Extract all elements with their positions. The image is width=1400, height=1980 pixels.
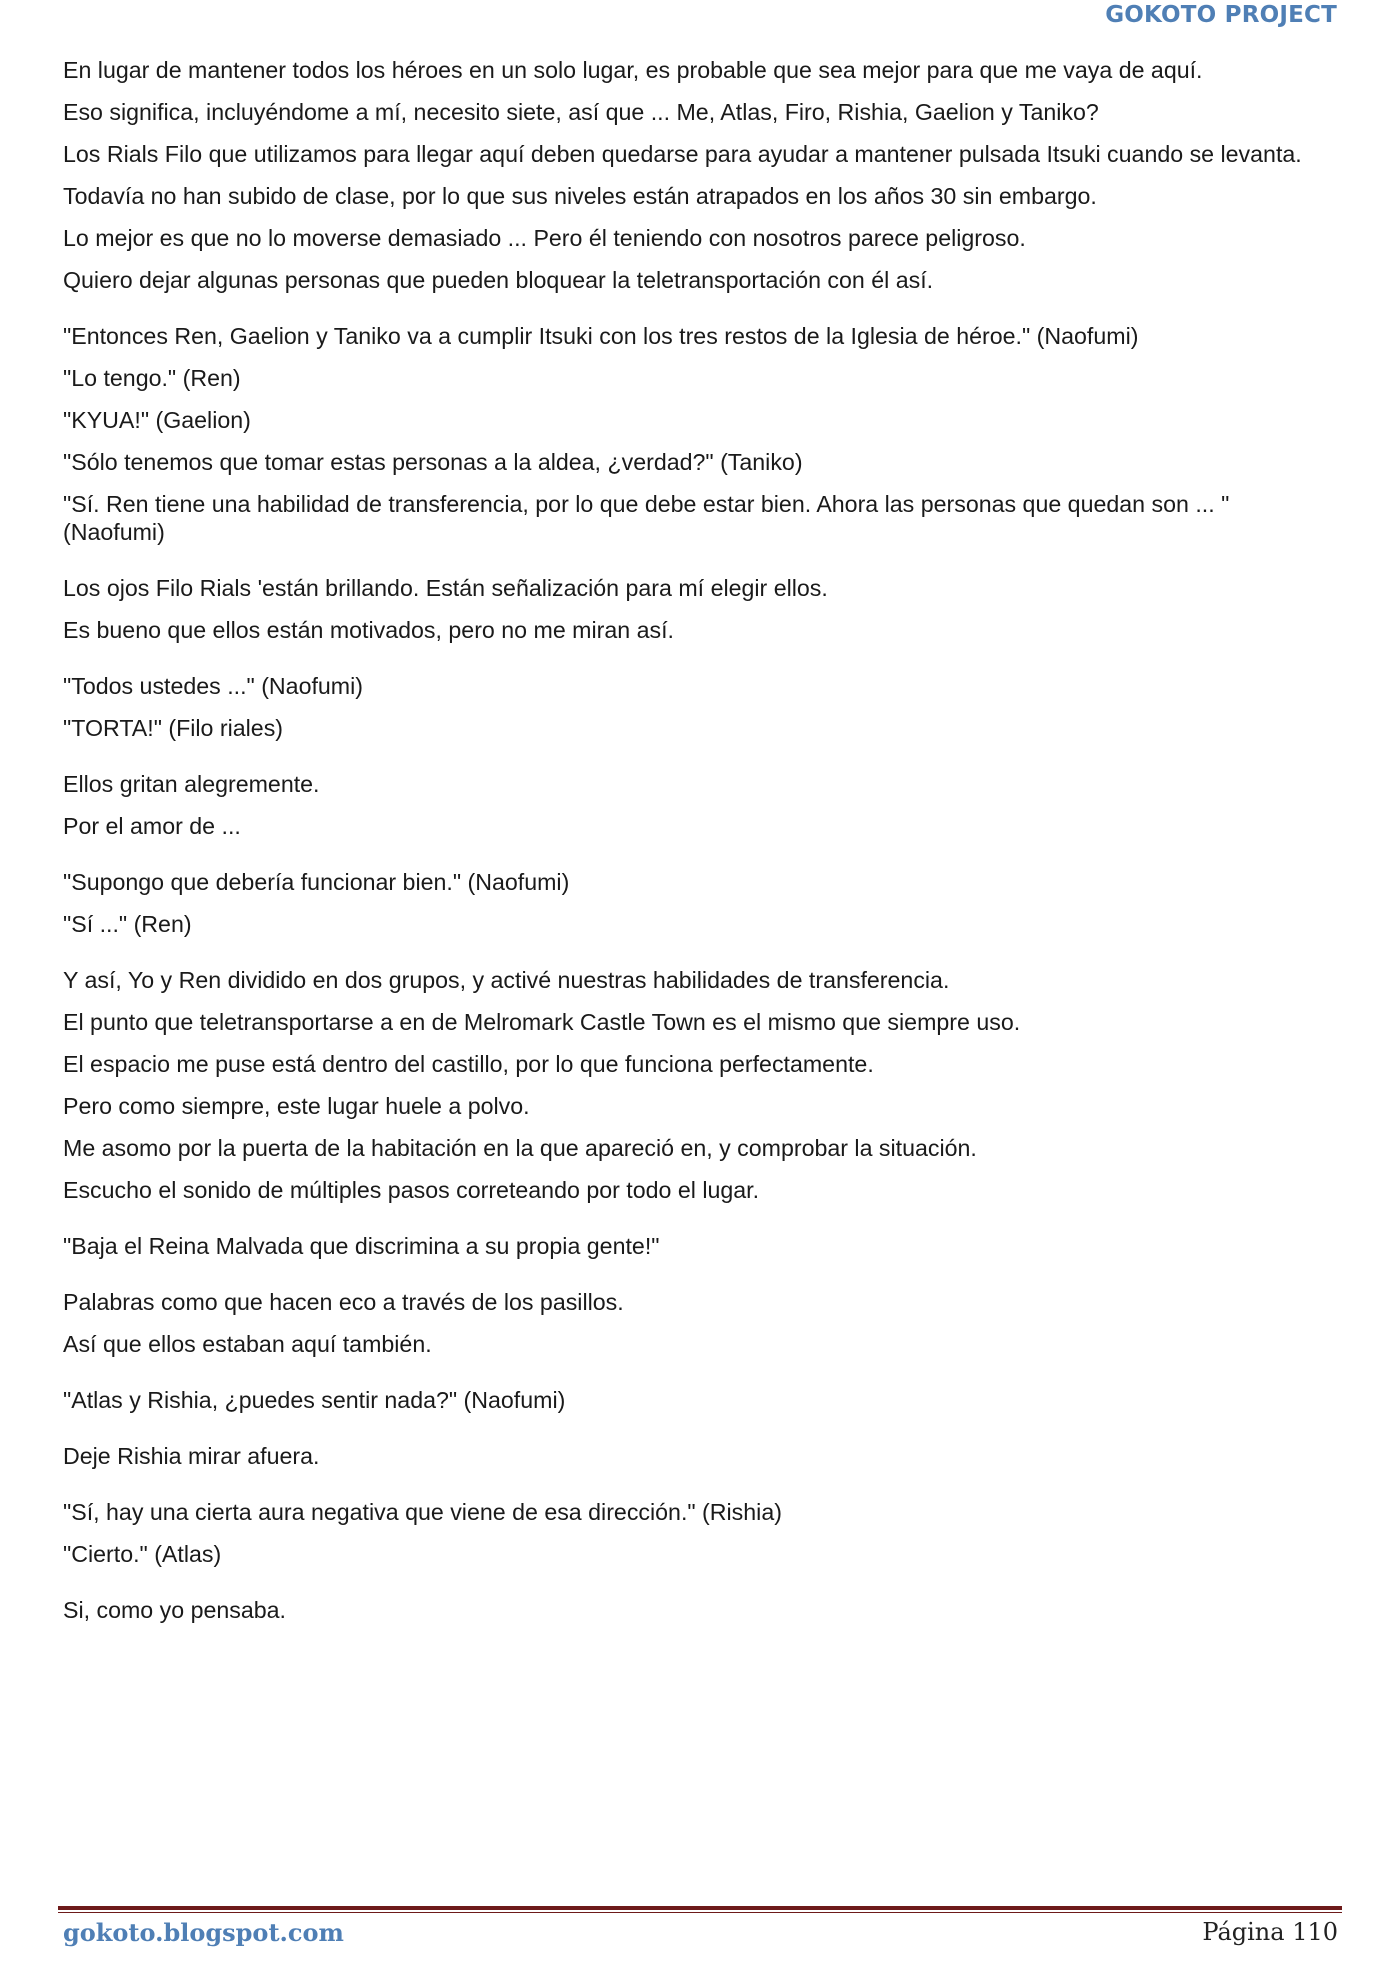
dialogue-line: "Supongo que debería funcionar bien." (Naofumi): [63, 869, 570, 895]
dialogue-line: "Cierto." (Atlas): [63, 1541, 222, 1567]
page-header-title: GOKOTO PROJECT: [1105, 2, 1337, 28]
paragraph: Eso significa, incluyéndome a mí, necesito siete, así que ... Me, Atlas, Firo, Rishia, Gaelion y Taniko?: [63, 99, 1099, 125]
paragraph: Me asomo por la puerta de la habitación en la que apareció en, y comprobar la situación.: [63, 1135, 977, 1161]
dialogue-line: "TORTA!" (Filo riales): [63, 715, 284, 741]
paragraph: Quiero dejar algunas personas que pueden bloquear la teletransportación con él así.: [63, 267, 934, 293]
dialogue-line: "Lo tengo." (Ren): [63, 365, 241, 391]
dialogue-line: "Todos ustedes ..." (Naofumi): [63, 673, 363, 699]
paragraph: Lo mejor es que no lo moverse demasiado ... Pero él teniendo con nosotros parece peligroso.: [63, 225, 1026, 251]
footer-divider: [58, 1906, 1342, 1913]
paragraph: El punto que teletransportarse a en de Melromark Castle Town es el mismo que siempre uso.: [63, 1009, 1021, 1035]
paragraph: Ellos gritan alegremente.: [63, 771, 320, 797]
paragraph: Es bueno que ellos están motivados, pero no me miran así.: [63, 617, 674, 643]
paragraph: Escucho el sonido de múltiples pasos correteando por todo el lugar.: [63, 1177, 760, 1203]
footer-site-link[interactable]: gokoto.blogspot.com: [63, 1918, 344, 1947]
dialogue-line: "Entonces Ren, Gaelion y Taniko va a cumplir Itsuki con los tres restos de la Iglesia de héroe." (Naofumi): [63, 323, 1139, 349]
paragraph: Así que ellos estaban aquí también.: [63, 1331, 432, 1357]
document-body: [63, 56, 1328, 1638]
paragraph: Los ojos Filo Rials 'están brillando. Están señalización para mí elegir ellos.: [63, 575, 828, 601]
paragraph: Si, como yo pensaba.: [63, 1597, 286, 1623]
paragraph: El espacio me puse está dentro del castillo, por lo que funciona perfectamente.: [63, 1051, 874, 1077]
dialogue-line: "Sí, hay una cierta aura negativa que viene de esa dirección." (Rishia): [63, 1499, 782, 1525]
paragraph: Deje Rishia mirar afuera.: [63, 1443, 320, 1469]
paragraph: Pero como siempre, este lugar huele a polvo.: [63, 1093, 530, 1119]
paragraph: Palabras como que hacen eco a través de los pasillos.: [63, 1289, 624, 1315]
footer-page-number: Página 110: [1202, 1918, 1338, 1946]
paragraph: Todavía no han subido de clase, por lo que sus niveles están atrapados en los años 30 sin embargo.: [63, 183, 1097, 209]
dialogue-line: "KYUA!" (Gaelion): [63, 407, 251, 433]
dialogue-line: "Sólo tenemos que tomar estas personas a la aldea, ¿verdad?" (Taniko): [63, 449, 803, 475]
paragraph: Los Rials Filo que utilizamos para llegar aquí deben quedarse para ayudar a mantener pulsada Itsuki cuando se levanta.: [63, 141, 1302, 167]
paragraph: Por el amor de ...: [63, 813, 241, 839]
dialogue-line: "Sí. Ren tiene una habilidad de transferencia, por lo que debe estar bien. Ahora las personas que quedan son ... "(Naofumi): [63, 491, 1230, 545]
paragraph: En lugar de mantener todos los héroes en un solo lugar, es probable que sea mejor para que me vaya de aquí.: [63, 57, 1203, 83]
dialogue-line: "Atlas y Rishia, ¿puedes sentir nada?" (Naofumi): [63, 1387, 566, 1413]
dialogue-line: "Baja el Reina Malvada que discrimina a su propia gente!": [63, 1233, 660, 1259]
dialogue-line: "Sí ..." (Ren): [63, 911, 192, 937]
paragraph: Y así, Yo y Ren dividido en dos grupos, y activé nuestras habilidades de transferencia.: [63, 967, 950, 993]
